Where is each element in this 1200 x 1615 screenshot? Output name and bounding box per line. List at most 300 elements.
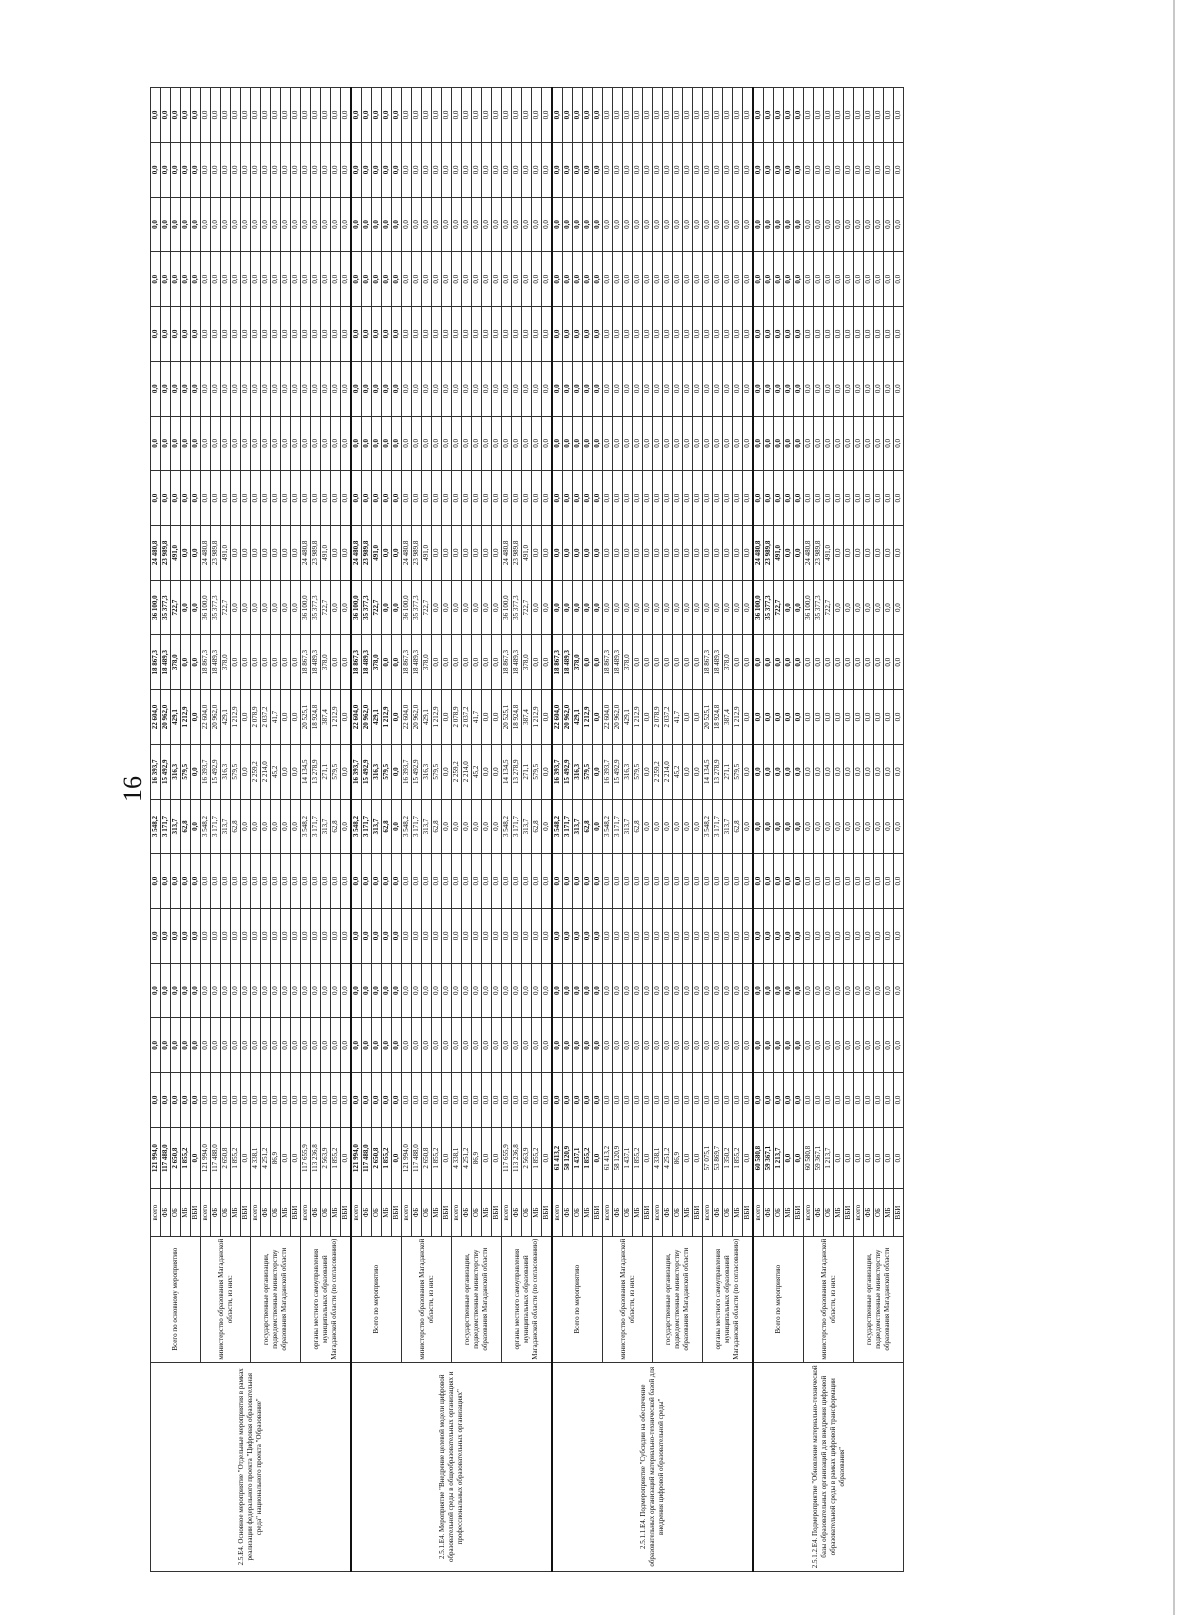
funding-source: ОБ [321,1189,331,1236]
value-cell: 0,0 [201,361,211,416]
value-cell: 0,0 [382,635,392,690]
value-cell: 0,0 [743,690,754,745]
value-cell: 0,0 [362,909,372,964]
value-cell: 0,0 [522,197,532,252]
value-cell: 0,0 [452,252,462,307]
value-cell: 0,0 [542,744,553,799]
value-cell: 0,0 [663,635,673,690]
value-cell: 0,0 [753,909,764,964]
funding-source: всего [251,1189,261,1236]
value-cell: 0,0 [502,471,512,526]
value-cell: 0,0 [311,252,321,307]
value-cell: 0,0 [181,526,191,581]
value-cell: 0,0 [774,799,784,854]
value-cell: 0,0 [583,1018,593,1073]
value-cell: 0,0 [301,1073,311,1128]
value-cell: 0,0 [211,1073,221,1128]
value-cell: 0,0 [804,635,814,690]
funding-source: МБ [432,1189,442,1236]
value-cell: 0,0 [341,909,352,964]
value-cell: 0,0 [492,142,502,197]
value-cell: 0,0 [844,744,854,799]
value-cell: 0,0 [301,307,311,362]
value-cell: 0,0 [291,252,301,307]
funding-source: ВБИ [894,1189,904,1236]
value-cell: 0,0 [512,197,522,252]
value-cell: 0,0 [723,142,733,197]
value-cell: 0,0 [261,142,271,197]
value-cell: 0,0 [412,197,422,252]
value-cell: 0,0 [171,88,181,143]
value-cell: 0,0 [241,690,251,745]
value-cell: 0,0 [884,1073,894,1128]
value-cell: 0,0 [623,471,633,526]
total-cell: 0,0 [844,1127,854,1188]
value-cell: 0,0 [593,197,603,252]
value-cell: 0,0 [774,88,784,143]
value-cell: 0,0 [643,963,653,1018]
value-cell: 0,0 [522,142,532,197]
value-cell: 0,0 [864,635,874,690]
value-cell: 0,0 [502,1073,512,1128]
value-cell: 0,0 [834,416,844,471]
value-cell: 0,0 [251,142,261,197]
value-cell: 0,0 [703,88,713,143]
value-cell: 0,0 [633,142,643,197]
value-cell: 0,0 [753,416,764,471]
value-cell: 0,0 [372,1073,382,1128]
value-cell: 0,0 [532,361,542,416]
value-cell: 0,0 [251,361,261,416]
value-cell: 0,0 [673,416,683,471]
value-cell: 3 171,7 [311,799,321,854]
value-cell: 0,0 [462,142,472,197]
value-cell: 0,0 [884,471,894,526]
value-cell: 0,0 [874,635,884,690]
funding-source: ВБИ [643,1189,653,1236]
value-cell: 0,0 [552,197,563,252]
value-cell: 15 492,9 [412,744,422,799]
value-cell: 0,0 [311,361,321,416]
total-cell: 0,0 [643,1127,653,1188]
value-cell: 20 525,1 [703,690,713,745]
value-cell: 0,0 [854,963,864,1018]
value-cell: 0,0 [573,307,583,362]
value-cell: 0,0 [643,88,653,143]
value-cell: 0,0 [211,142,221,197]
value-cell: 722,7 [824,580,834,635]
total-cell: 1 213,7 [774,1127,784,1188]
value-cell: 0,0 [844,963,854,1018]
value-cell: 0,0 [643,580,653,635]
value-cell: 0,0 [864,307,874,362]
value-cell: 0,0 [472,1073,482,1128]
value-cell: 0,0 [774,252,784,307]
value-cell: 0,0 [864,361,874,416]
value-cell: 2 078,9 [251,690,261,745]
value-cell: 0,0 [583,909,593,964]
value-cell: 0,0 [693,1018,703,1073]
value-cell: 0,0 [864,854,874,909]
value-cell: 16 393,7 [402,744,412,799]
value-cell: 0,0 [814,471,824,526]
value-cell: 0,0 [814,307,824,362]
value-cell: 0,0 [673,88,683,143]
value-cell: 0,0 [563,854,573,909]
value-cell: 0,0 [764,197,774,252]
value-cell: 0,0 [854,88,864,143]
value-cell: 313,7 [221,799,231,854]
value-cell: 0,0 [231,909,241,964]
value-cell: 0,0 [683,416,693,471]
value-cell: 13 278,9 [512,744,522,799]
value-cell: 0,0 [774,416,784,471]
total-cell: 4 338,1 [452,1127,462,1188]
value-cell: 0,0 [422,88,432,143]
value-cell: 0,0 [151,307,161,362]
funding-source: всего [151,1189,161,1236]
funding-source: МБ [331,1189,341,1236]
value-cell: 15 492,9 [563,744,573,799]
value-cell: 0,0 [784,142,794,197]
value-cell: 0,0 [753,142,764,197]
value-cell: 36 100,0 [502,580,512,635]
value-cell: 0,0 [281,471,291,526]
funding-source: ВБИ [341,1189,352,1236]
value-cell: 0,0 [814,909,824,964]
value-cell: 16 393,7 [351,744,362,799]
value-cell: 2 078,9 [653,690,663,745]
value-cell: 0,0 [422,416,432,471]
value-cell: 0,0 [753,252,764,307]
funding-source: ФБ [613,1189,623,1236]
value-cell: 0,0 [281,1073,291,1128]
value-cell: 0,0 [774,963,784,1018]
value-cell: 0,0 [201,142,211,197]
total-cell: 86,9 [472,1127,482,1188]
value-cell: 0,0 [834,580,844,635]
value-cell: 0,0 [191,471,201,526]
value-cell: 62,8 [181,799,191,854]
value-cell: 0,0 [884,88,894,143]
value-cell: 0,0 [583,361,593,416]
value-cell: 0,0 [693,197,703,252]
value-cell: 0,0 [472,526,482,581]
value-cell: 0,0 [181,909,191,964]
value-cell: 378,0 [573,635,583,690]
value-cell: 24 480,8 [301,526,311,581]
value-cell: 0,0 [563,963,573,1018]
table-row [502,88,512,1572]
value-cell: 2 037,2 [663,690,673,745]
funding-source: МБ [834,1189,844,1236]
value-cell: 0,0 [351,361,362,416]
value-cell: 0,0 [281,361,291,416]
total-cell: 2 650,8 [372,1127,382,1188]
value-cell: 0,0 [221,88,231,143]
value-cell: 0,0 [784,799,794,854]
value-cell: 0,0 [784,744,794,799]
value-cell: 0,0 [764,252,774,307]
value-cell: 0,0 [261,88,271,143]
value-cell: 0,0 [251,197,261,252]
value-cell: 0,0 [251,88,261,143]
value-cell: 0,0 [492,197,502,252]
value-cell: 0,0 [482,909,492,964]
value-cell: 0,0 [281,526,291,581]
value-cell: 20 962,0 [613,690,623,745]
value-cell: 0,0 [462,88,472,143]
value-cell: 0,0 [794,88,804,143]
value-cell: 0,0 [633,416,643,471]
value-cell: 0,0 [532,197,542,252]
value-cell: 0,0 [633,580,643,635]
value-cell: 0,0 [854,197,864,252]
value-cell: 0,0 [181,88,191,143]
value-cell: 0,0 [321,252,331,307]
funding-source: МБ [884,1189,894,1236]
value-cell: 1 212,9 [583,690,593,745]
value-cell: 0,0 [593,580,603,635]
value-cell: 0,0 [161,88,171,143]
value-cell: 0,0 [372,142,382,197]
value-cell: 0,0 [522,471,532,526]
total-cell: 117 655,9 [301,1127,311,1188]
value-cell: 0,0 [492,1018,502,1073]
value-cell: 0,0 [834,963,844,1018]
value-cell: 0,0 [552,142,563,197]
funding-source: всего [804,1189,814,1236]
value-cell: 0,0 [412,361,422,416]
value-cell: 0,0 [151,142,161,197]
value-cell: 0,0 [693,526,703,581]
value-cell: 0,0 [653,580,663,635]
executor-name: государственные организации, подведомственные министерству образования Магаданской области [653,1236,703,1362]
value-cell: 3 548,2 [703,799,713,854]
value-cell: 0,0 [653,635,663,690]
value-cell: 0,0 [593,471,603,526]
value-cell: 0,0 [643,1073,653,1128]
value-cell: 0,0 [341,252,352,307]
value-cell: 271,1 [321,744,331,799]
funding-source: всего [854,1189,864,1236]
value-cell: 0,0 [382,471,392,526]
value-cell: 0,0 [834,1018,844,1073]
value-cell: 1 212,9 [382,690,392,745]
value-cell: 0,0 [784,88,794,143]
value-cell: 0,0 [151,1073,161,1128]
value-cell: 0,0 [703,197,713,252]
value-cell: 0,0 [472,909,482,964]
value-cell: 0,0 [341,799,352,854]
value-cell: 0,0 [583,580,593,635]
value-cell: 0,0 [613,854,623,909]
funding-source: ВБИ [392,1189,402,1236]
value-cell: 579,5 [181,744,191,799]
value-cell: 0,0 [161,197,171,252]
value-cell: 316,3 [171,744,181,799]
value-cell: 0,0 [774,197,784,252]
value-cell: 0,0 [301,854,311,909]
value-cell: 0,0 [271,197,281,252]
value-cell: 0,0 [151,416,161,471]
value-cell: 0,0 [834,197,844,252]
value-cell: 0,0 [542,361,553,416]
value-cell: 0,0 [532,635,542,690]
value-cell: 0,0 [593,88,603,143]
value-cell: 0,0 [894,1073,904,1128]
total-cell: 59 367,1 [764,1127,774,1188]
value-cell: 0,0 [673,142,683,197]
value-cell: 0,0 [372,416,382,471]
value-cell: 18 489,3 [563,635,573,690]
value-cell: 0,0 [753,1018,764,1073]
value-cell: 0,0 [301,88,311,143]
value-cell: 0,0 [794,963,804,1018]
value-cell: 0,0 [834,88,844,143]
value-cell: 0,0 [864,580,874,635]
executor-name: Всего по мероприятию [753,1236,804,1362]
value-cell: 0,0 [764,854,774,909]
value-cell: 0,0 [673,526,683,581]
value-cell: 2 037,2 [462,690,472,745]
value-cell: 0,0 [392,1018,402,1073]
value-cell: 0,0 [261,197,271,252]
value-cell: 0,0 [794,252,804,307]
value-cell: 491,0 [321,526,331,581]
value-cell: 0,0 [341,88,352,143]
value-cell: 0,0 [442,252,452,307]
value-cell: 0,0 [542,88,553,143]
total-cell: 60 580,8 [804,1127,814,1188]
value-cell: 0,0 [603,909,613,964]
value-cell: 15 492,9 [613,744,623,799]
funding-source: всего [653,1189,663,1236]
value-cell: 0,0 [311,416,321,471]
value-cell: 0,0 [653,526,663,581]
value-cell: 3 171,7 [161,799,171,854]
value-cell: 0,0 [362,1073,372,1128]
value-cell: 0,0 [673,471,683,526]
value-cell: 0,0 [392,690,402,745]
value-cell: 0,0 [331,471,341,526]
value-cell: 0,0 [241,526,251,581]
value-cell: 0,0 [784,416,794,471]
value-cell: 0,0 [291,690,301,745]
value-cell: 35 377,3 [412,580,422,635]
value-cell: 0,0 [804,1018,814,1073]
value-cell: 0,0 [784,580,794,635]
funding-source: ОБ [623,1189,633,1236]
value-cell: 313,7 [573,799,583,854]
total-cell: 4 338,1 [653,1127,663,1188]
value-cell: 0,0 [844,799,854,854]
total-cell: 86,9 [673,1127,683,1188]
value-cell: 0,0 [281,799,291,854]
value-cell: 0,0 [442,799,452,854]
value-cell: 0,0 [201,471,211,526]
value-cell: 14 134,5 [502,744,512,799]
value-cell: 0,0 [462,799,472,854]
table-row [854,88,864,1572]
measure-name: 2.5.1.1.Е4. Подмероприятие "Субсидии на обеспечение образовательных организаций материально-технической базой для внедрения цифровой образовательной среды" [552,1362,753,1571]
value-cell: 18 867,3 [502,635,512,690]
value-cell: 0,0 [753,854,764,909]
value-cell: 0,0 [382,252,392,307]
value-cell: 0,0 [844,361,854,416]
total-cell: 0,0 [542,1127,553,1188]
value-cell: 0,0 [643,854,653,909]
value-cell: 0,0 [382,1018,392,1073]
value-cell: 579,5 [432,744,442,799]
value-cell: 0,0 [854,909,864,964]
value-cell: 0,0 [241,1073,251,1128]
value-cell: 0,0 [653,142,663,197]
total-cell: 2 563,9 [522,1127,532,1188]
value-cell: 579,5 [733,744,743,799]
value-cell: 0,0 [633,526,643,581]
value-cell: 0,0 [402,252,412,307]
value-cell: 3 548,2 [201,799,211,854]
value-cell: 0,0 [743,580,754,635]
value-cell: 18 489,3 [713,635,723,690]
executor-name: Всего по мероприятию [552,1236,603,1362]
value-cell: 0,0 [532,252,542,307]
value-cell: 0,0 [593,690,603,745]
value-cell: 23 989,8 [211,526,221,581]
value-cell: 20 962,0 [412,690,422,745]
value-cell: 0,0 [573,963,583,1018]
value-cell: 0,0 [331,361,341,416]
value-cell: 0,0 [643,197,653,252]
total-cell: 0,0 [854,1127,864,1188]
value-cell: 0,0 [251,909,261,964]
value-cell: 0,0 [693,799,703,854]
value-cell: 0,0 [663,416,673,471]
value-cell: 0,0 [864,799,874,854]
value-cell: 0,0 [482,252,492,307]
value-cell: 0,0 [251,799,261,854]
total-cell: 1 855,2 [382,1127,392,1188]
value-cell: 0,0 [593,635,603,690]
value-cell: 0,0 [884,142,894,197]
value-cell: 0,0 [884,252,894,307]
total-cell: 4 251,2 [261,1127,271,1188]
value-cell: 0,0 [281,909,291,964]
value-cell: 0,0 [603,854,613,909]
value-cell: 579,5 [532,744,542,799]
total-cell: 117 488,0 [412,1127,422,1188]
value-cell: 0,0 [723,854,733,909]
value-cell: 0,0 [874,471,884,526]
value-cell: 36 100,0 [301,580,311,635]
value-cell: 0,0 [261,635,271,690]
total-cell: 0,0 [191,1127,201,1188]
value-cell: 0,0 [412,416,422,471]
value-cell: 0,0 [794,361,804,416]
value-cell: 62,8 [583,799,593,854]
value-cell: 0,0 [382,416,392,471]
executor-name: государственные организации, подведомственные министерству образования Магаданской области [251,1236,301,1362]
value-cell: 0,0 [854,1018,864,1073]
value-cell: 313,7 [372,799,382,854]
value-cell: 0,0 [462,361,472,416]
value-cell: 0,0 [231,88,241,143]
value-cell: 0,0 [573,580,583,635]
value-cell: 0,0 [743,744,754,799]
value-cell: 0,0 [241,963,251,1018]
value-cell: 0,0 [764,471,774,526]
